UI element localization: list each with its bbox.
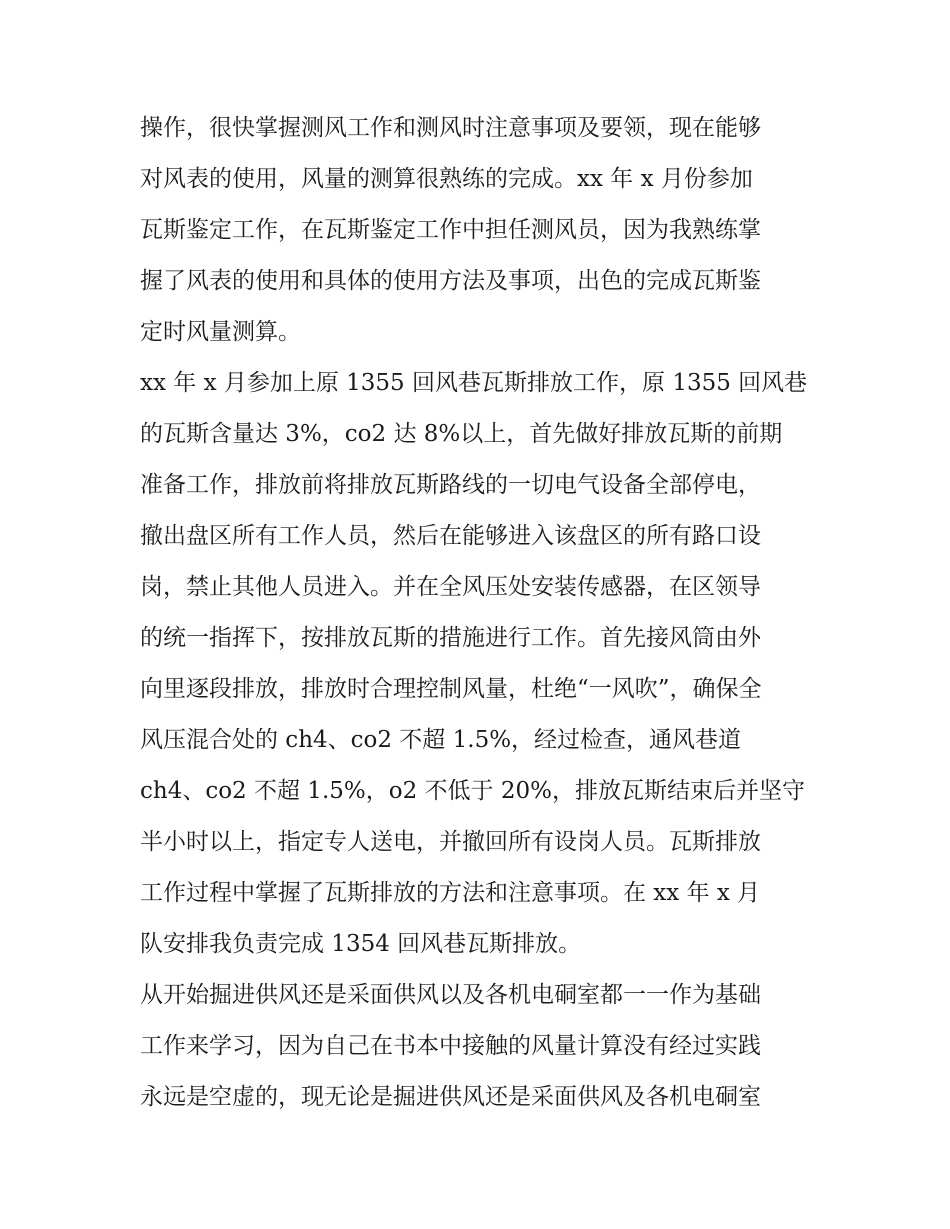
text-line: xx 年 x 月参加上原 1355 回风巷瓦斯排放工作，原 1355 回风巷 bbox=[140, 370, 808, 396]
text-line: 对风表的使用，风量的测算很熟练的完成。xx 年 x 月份参加 bbox=[140, 166, 753, 192]
text-line: 从开始掘进供风还是采面供风以及各机电硐室都一一作为基础 bbox=[140, 982, 761, 1008]
text-line: 撤出盘区所有工作人员，然后在能够进入该盘区的所有路口设 bbox=[140, 523, 761, 549]
text-line: 握了风表的使用和具体的使用方法及事项，出色的完成瓦斯鉴 bbox=[140, 268, 761, 294]
text-line: 岗，禁止其他人员进入。并在全风压处安装传感器，在区领导 bbox=[140, 574, 761, 600]
paragraph-wind-measurement bbox=[140, 103, 820, 358]
paragraph-air-supply bbox=[140, 970, 820, 1123]
text-line: 队安排我负责完成 1354 回风巷瓦斯排放。 bbox=[140, 931, 582, 957]
paragraph-gas-discharge bbox=[140, 358, 820, 970]
text-line: 准备工作，排放前将排放瓦斯路线的一切电气设备全部停电， bbox=[140, 472, 761, 498]
text-line: 的瓦斯含量达 3%，co2 达 8%以上，首先做好排放瓦斯的前期 bbox=[140, 421, 783, 447]
text-line: 永远是空虚的，现无论是掘进供风还是采面供风及各机电硐室 bbox=[140, 1084, 761, 1110]
text-line: 操作，很快掌握测风工作和测风时注意事项及要领，现在能够 bbox=[140, 115, 761, 141]
text-line: 定时风量测算。 bbox=[140, 319, 301, 345]
text-line: 工作过程中掌握了瓦斯排放的方法和注意事项。在 xx 年 x 月 bbox=[140, 880, 761, 906]
text-line: 的统一指挥下，按排放瓦斯的措施进行工作。首先接风筒由外 bbox=[140, 625, 761, 651]
text-line: ch4、co2 不超 1.5%，o2 不低于 20%，排放瓦斯结束后并坚守 bbox=[140, 778, 805, 804]
text-line: 风压混合处的 ch4、co2 不超 1.5%，经过检查，通风巷道 bbox=[140, 727, 742, 753]
text-line: 半小时以上，指定专人送电，并撤回所有设岗人员。瓦斯排放 bbox=[140, 829, 761, 855]
text-line: 瓦斯鉴定工作，在瓦斯鉴定工作中担任测风员，因为我熟练掌 bbox=[140, 217, 761, 243]
document-body bbox=[140, 103, 820, 1123]
text-line: 工作来学习，因为自己在书本中接触的风量计算没有经过实践 bbox=[140, 1033, 761, 1059]
text-line: 向里逐段排放，排放时合理控制风量，杜绝“一风吹”，确保全 bbox=[140, 676, 762, 702]
